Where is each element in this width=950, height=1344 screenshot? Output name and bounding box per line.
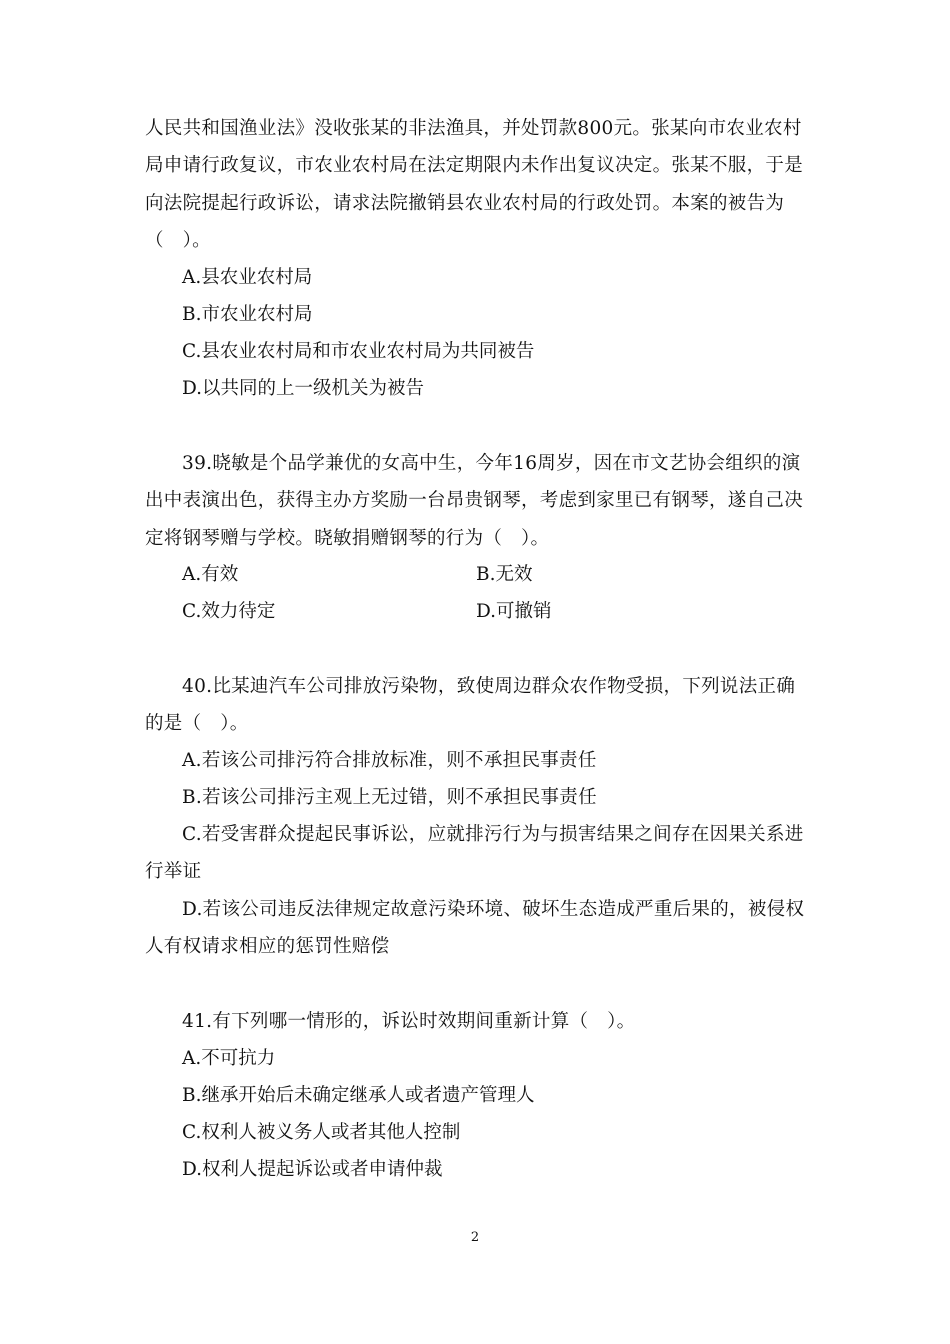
q41-option-c: C.权利人被义务人或者其他人控制	[182, 1122, 461, 1143]
q39-option-b: B.无效	[476, 564, 533, 585]
q41-option-d: D.权利人提起诉讼或者申请仲裁	[182, 1159, 443, 1180]
q38-option-d: D.以共同的上一级机关为被告	[182, 378, 425, 399]
q39-option-c: C.效力待定	[182, 601, 276, 622]
q40-option-d: D.若该公司违反法律规定故意污染环境、破坏生态造成严重后果的，被侵权人有权请求相应的惩罚性赔偿	[145, 899, 805, 958]
q38-option-c: C.县农业农村局和市农业农村局为共同被告	[182, 341, 535, 362]
q40-stem: 40.比某迪汽车公司排放污染物，致使周边群众农作物受损，下列说法正确的是（ ）。	[145, 676, 796, 735]
page-number: 2	[470, 1230, 480, 1245]
q39-stem: 39.晓敏是个品学兼优的女高中生，今年16周岁，因在市文艺协会组织的演出中表演出色，获得主办方奖励一台昂贵钢琴，考虑到家里已有钢琴，遂自己决定将钢琴赠与学校。晓敏捐赠钢琴的行为（ ）。	[145, 453, 804, 549]
q38-option-a: A.县农业农村局	[182, 267, 313, 288]
q41-stem: 41.有下列哪一情形的，诉讼时效期间重新计算（ ）。	[182, 1011, 636, 1032]
q41-option-b: B.继承开始后未确定继承人或者遗产管理人	[182, 1085, 535, 1106]
q40-option-b: B.若该公司排污主观上无过错，则不承担民事责任	[182, 787, 597, 808]
q40-option-a: A.若该公司排污符合排放标准，则不承担民事责任	[182, 750, 597, 771]
q41-option-a: A.不可抗力	[182, 1048, 276, 1069]
q39-option-a: A.有效	[182, 564, 239, 585]
q38-stem: 人民共和国渔业法》没收张某的非法渔具，并处罚款800元。张某向市农业农村局申请行政复议，市农业农村局在法定期限内未作出复议决定。张某不服，于是向法院提起行政诉讼，请求法院撤销县农业农村局的行政处罚。本案的被告为（ ）。	[145, 118, 804, 252]
q39-option-d: D.可撤销	[476, 601, 552, 622]
q38-option-b: B.市农业农村局	[182, 304, 313, 325]
q40-option-c: C.若受害群众提起民事诉讼，应就排污行为与损害结果之间存在因果关系进行举证	[145, 824, 804, 883]
